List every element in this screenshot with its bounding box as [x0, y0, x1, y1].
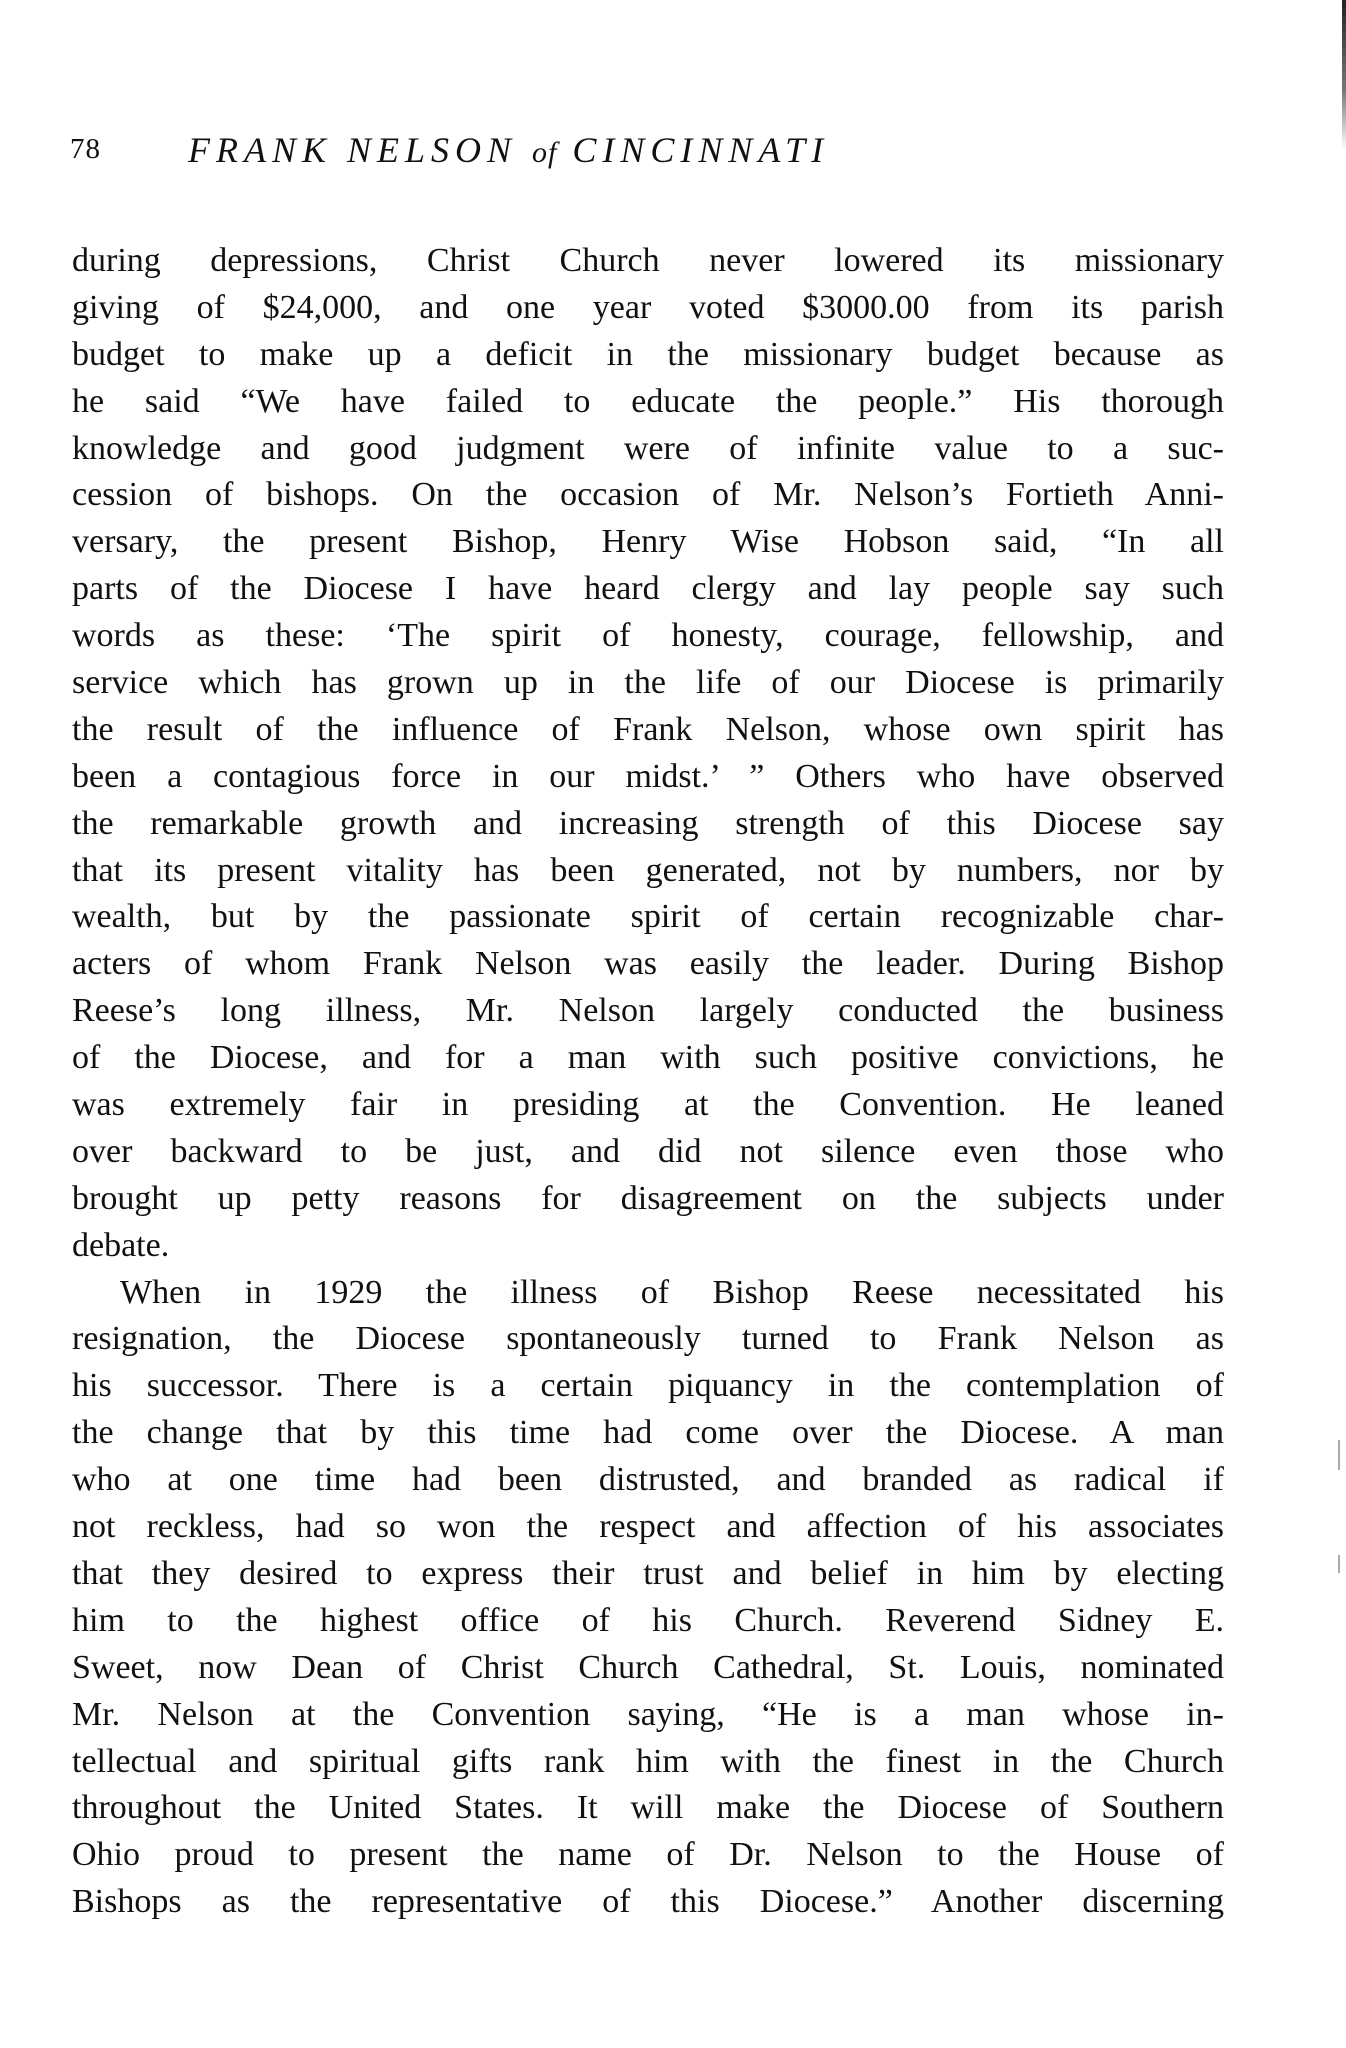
running-title [188, 129, 829, 171]
text-line: tellectual and spiritual gifts rank him with the finest in the Church [72, 1742, 1224, 1780]
page-number: 78 [70, 133, 101, 165]
text-line: who at one time had been distrusted, and branded as radical if [72, 1461, 1224, 1499]
text-line: the change that by this time had come over the Diocese. A man [72, 1414, 1224, 1452]
text-line: the remarkable growth and increasing strength of this Diocese say [72, 804, 1224, 842]
running-title-city: CIΝCIΝΝATI [572, 130, 830, 170]
text-line: Reese’s long illness, Mr. Nelson largely conducted the business [72, 992, 1224, 1030]
page-edge-speck [1338, 1555, 1340, 1573]
text-line: Bishops as the representative of this Diocese.” Another discerning [72, 1883, 1224, 1921]
text-line: him to the highest office of his Church. Reverend Sidney E. [72, 1601, 1224, 1639]
text-line: of the Diocese, and for a man with such positive convictions, he [72, 1039, 1224, 1077]
page-edge-speck [1338, 1440, 1340, 1470]
text-line: not reckless, had so won the respect and affection of his associates [72, 1508, 1224, 1546]
text-line: debate. [72, 1226, 170, 1264]
text-line: giving of $24,000, and one year voted $3000.00 from its parish [72, 288, 1224, 326]
body-text [72, 238, 1224, 1926]
running-title-of: of [532, 136, 558, 169]
text-line: Sweet, now Dean of Christ Church Cathedral, St. Louis, nominated [72, 1648, 1224, 1686]
page-edge-shadow [1342, 0, 1346, 150]
text-line: throughout the United States. It will make the Diocese of Southern [72, 1789, 1224, 1827]
text-line: knowledge and good judgment were of infinite value to a suc‐ [72, 429, 1224, 467]
running-title-name: FRAΝK ΝELSOΝ [188, 130, 518, 170]
text-line: parts of the Diocese I have heard clergy and lay people say such [72, 570, 1224, 608]
text-line: brought up petty reasons for disagreement on the subjects under [72, 1179, 1224, 1217]
text-line: resignation, the Diocese spontaneously turned to Frank Nelson as [72, 1320, 1224, 1358]
text-line: was extremely fair in presiding at the Convention. He leaned [72, 1086, 1224, 1124]
text-line: budget to make up a deficit in the missionary budget because as [72, 335, 1224, 373]
text-line: versary, the present Bishop, Henry Wise Hobson said, “In all [72, 523, 1224, 561]
text-line: Mr. Nelson at the Convention saying, “He is a man whose in‐ [72, 1695, 1224, 1733]
text-line: acters of whom Frank Nelson was easily the leader. During Bishop [72, 945, 1224, 983]
text-line: the result of the influence of Frank Nelson, whose own spirit has [72, 710, 1224, 748]
text-line: service which has grown up in the life of our Diocese is primarily [72, 664, 1224, 702]
text-line: cession of bishops. On the occasion of Mr. Nelson’s Fortieth Anni‐ [72, 476, 1224, 514]
running-header [70, 130, 1270, 183]
text-line: When in 1929 the illness of Bishop Reese necessitated his [120, 1273, 1224, 1311]
text-line: that they desired to express their trust and belief in him by electing [72, 1554, 1224, 1592]
text-line: over backward to be just, and did not silence even those who [72, 1132, 1224, 1170]
text-line: during depressions, Christ Church never lowered its missionary [72, 242, 1224, 279]
text-line: been a contagious force in our midst.’ ” Others who have observed [72, 757, 1224, 795]
text-line: he said “We have failed to educate the people.” His thorough [72, 382, 1224, 420]
text-line: that its present vitality has been generated, not by numbers, nor by [72, 851, 1224, 889]
text-line: words as these: ‘The spirit of honesty, courage, fellowship, and [72, 617, 1224, 655]
text-line: his successor. There is a certain piquancy in the contemplation of [72, 1367, 1224, 1405]
text-line: Ohio proud to present the name of Dr. Nelson to the House of [72, 1836, 1224, 1874]
paragraph [72, 238, 1224, 1270]
text-line: wealth, but by the passionate spirit of certain recognizable char‐ [72, 898, 1224, 936]
paragraph [72, 1270, 1224, 1926]
